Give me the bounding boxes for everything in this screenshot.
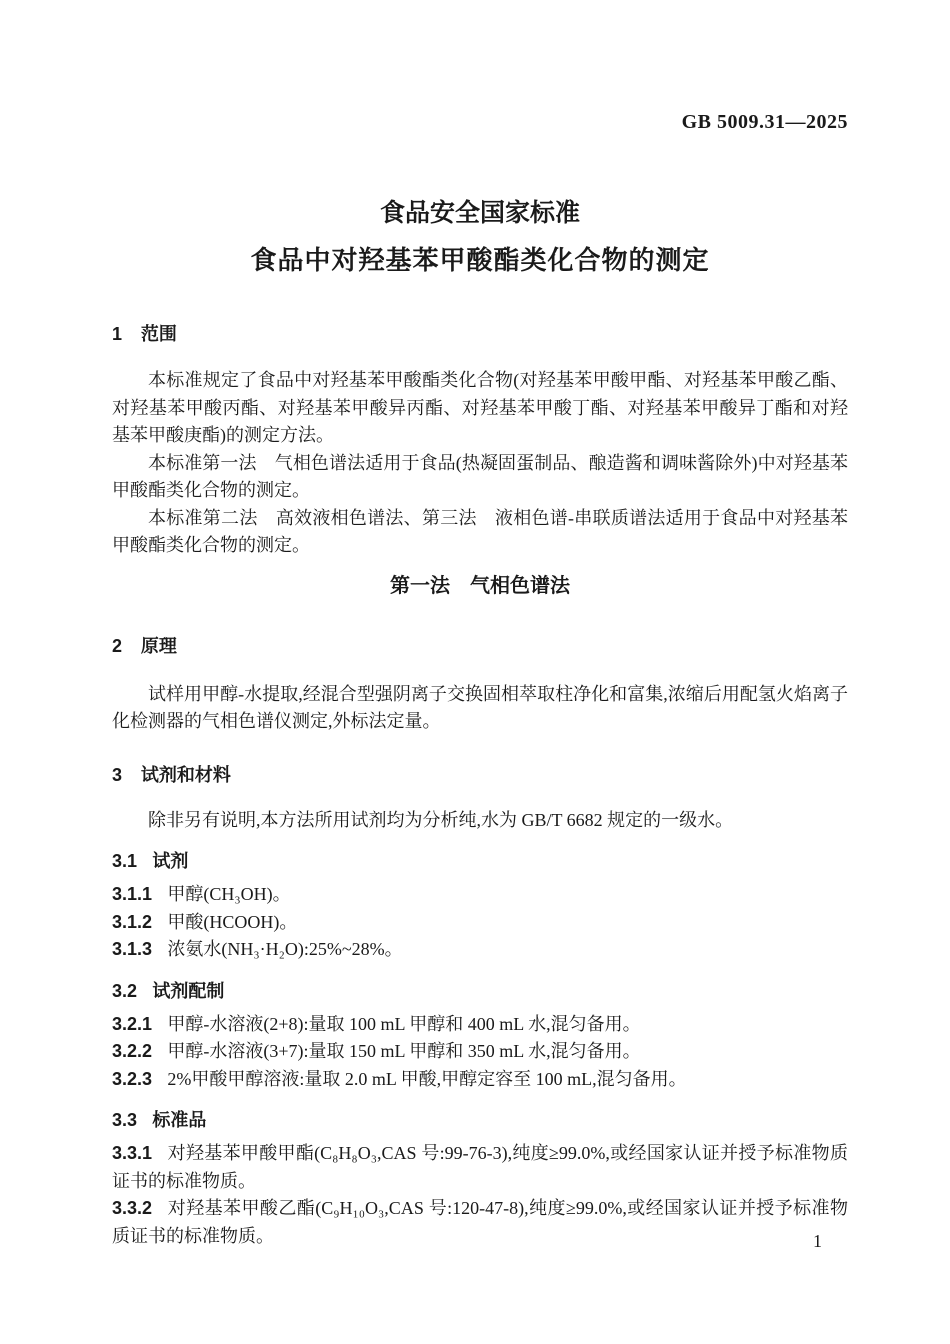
clause-number: 3.3.1 — [112, 1143, 153, 1163]
subsection-3-1-number: 3.1 — [112, 851, 138, 871]
scope-paragraph-1: 本标准规定了食品中对羟基苯甲酸酯类化合物(对羟基苯甲酸甲酯、对羟基苯甲酸乙酯、对羟基苯甲酸丙酯、对羟基苯甲酸异丙酯、对羟基苯甲酸丁酯、对羟基苯甲酸异丁酯和对羟基苯甲酸庚酯)的测定方法。 — [112, 370, 848, 445]
clause-item — [112, 1011, 848, 1039]
page-number: 1 — [813, 1231, 822, 1251]
clause-text: 甲醇-水溶液(3+7):量取 150 mL 甲醇和 350 mL 水,混匀备用。 — [167, 1041, 641, 1061]
subsection-3-2-number: 3.2 — [112, 980, 138, 1001]
clause-item — [112, 1140, 848, 1195]
clause-text: 浓氨水(NH₃·H₂O):25%~28%。 — [167, 939, 403, 959]
section-principle-number: 2 — [112, 635, 123, 656]
document-title-line2: 食品中对羟基苯甲酸酯类化合物的测定 — [250, 245, 710, 275]
scope-paragraph-3: 本标准第二法 高效液相色谱法、第三法 液相色谱-串联质谱法适用于食品中对羟基苯甲酸酯类化合物的测定。 — [112, 507, 848, 555]
subsection-3-1-items — [112, 881, 848, 964]
section-scope-title: 范围 — [140, 324, 177, 344]
subsection-3-1-heading — [112, 848, 848, 874]
clause-item — [112, 881, 848, 909]
clause-number: 3.1.2 — [112, 911, 153, 932]
clause-item — [112, 909, 848, 937]
subsection-3-3-items — [112, 1140, 848, 1250]
section-scope-heading — [112, 321, 848, 347]
clause-number: 3.2.2 — [112, 1041, 153, 1061]
clause-item — [112, 1195, 848, 1250]
subsection-3-2-items — [112, 1011, 848, 1094]
clause-text: 甲醇(CH₃OH)。 — [167, 884, 291, 904]
subsection-3-2-heading — [112, 978, 848, 1004]
subsection-3-3-title: 标准品 — [152, 1110, 207, 1130]
clause-number: 3.2.3 — [112, 1068, 153, 1089]
clause-text: 对羟基苯甲酸乙酯(C₉H₁₀O₃,CAS 号:120-47-8),纯度≥99.0%,或经国家认证并授予标准物质证书的标准物质。 — [112, 1198, 848, 1246]
section-reagents-heading — [112, 762, 848, 788]
clause-text: 对羟基苯甲酸甲酯(C₈H₈O₃,CAS 号:99-76-3),纯度≥99.0%,或经国家认证并授予标准物质证书的标准物质。 — [112, 1143, 848, 1191]
clause-text: 甲酸(HCOOH)。 — [167, 911, 298, 932]
clause-item — [112, 1038, 848, 1066]
standard-number: GB 5009.31—2025 — [681, 111, 848, 133]
clause-number: 3.2.1 — [112, 1013, 153, 1034]
principle-paragraph: 试样用甲醇-水提取,经混合型强阴离子交换固相萃取柱净化和富集,浓缩后用配氢火焰离子化检测器的气相色谱仪测定,外标法定量。 — [112, 683, 848, 731]
subsection-3-1-title: 试剂 — [152, 851, 189, 871]
section-reagents-title: 试剂和材料 — [140, 764, 231, 785]
section-reagents-number: 3 — [112, 764, 123, 785]
subsection-3-2-title: 试剂配制 — [152, 980, 225, 1001]
document-title-line1: 食品安全国家标准 — [379, 199, 580, 227]
clause-number: 3.1.1 — [112, 884, 153, 904]
section-scope-number: 1 — [112, 324, 123, 344]
section-principle-title: 原理 — [140, 635, 177, 656]
section-principle-heading — [112, 633, 848, 659]
reagents-intro-paragraph: 除非另有说明,本方法所用试剂均为分析纯,水为 GB/T 6682 规定的一级水。 — [148, 809, 734, 830]
clause-item — [112, 1066, 848, 1094]
scope-paragraph-2: 本标准第一法 气相色谱法适用于食品(热凝固蛋制品、酿造酱和调味酱除外)中对羟基苯甲酸酯类化合物的测定。 — [112, 452, 848, 500]
subsection-3-3-heading — [112, 1107, 848, 1133]
subsection-3-3-number: 3.3 — [112, 1110, 138, 1130]
method-1-heading: 第一法 气相色谱法 — [390, 574, 570, 597]
clause-number: 3.1.3 — [112, 939, 153, 959]
clause-item — [112, 936, 848, 964]
clause-number: 3.3.2 — [112, 1198, 153, 1218]
clause-text: 甲醇-水溶液(2+8):量取 100 mL 甲醇和 400 mL 水,混匀备用。 — [167, 1013, 641, 1034]
clause-text: 2%甲酸甲醇溶液:量取 2.0 mL 甲酸,甲醇定容至 100 mL,混匀备用。 — [167, 1068, 687, 1089]
